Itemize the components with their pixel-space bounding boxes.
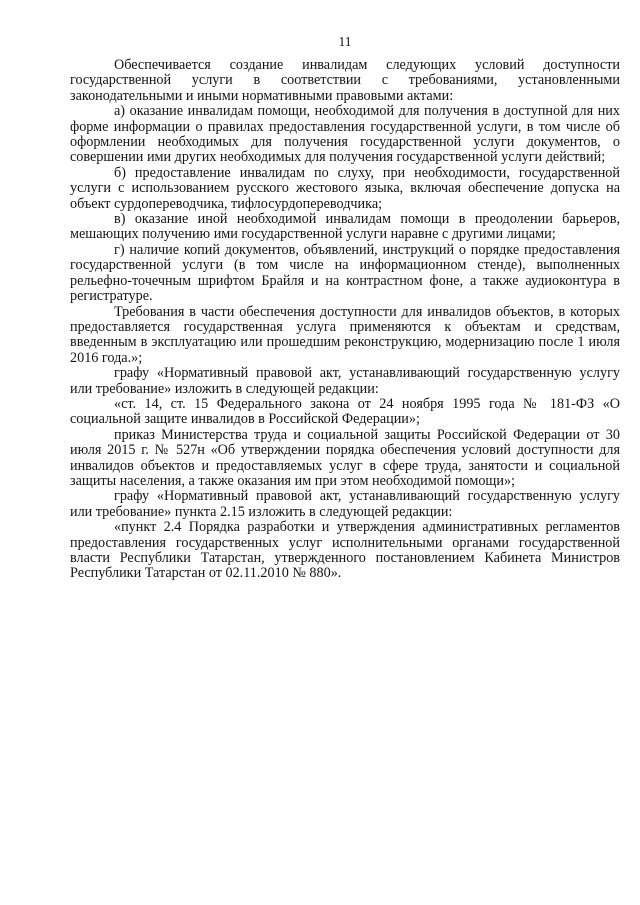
page-number: 11 — [338, 34, 352, 49]
paragraph-requirements: Требования в части обеспечения доступности для инвалидов объектов, в которых предоставляется государственная услуга применяются к объектам и средствам, введенным в эксплуатацию или прошедшим реконструкцию, модернизацию после 1 июля 2016 года.»; — [70, 303, 620, 366]
paragraph-item-a: а) оказание инвалидам помощи, необходимой для получения в доступной для них форме информации о правилах предоставления государственной услуги, в том числе об оформлении необходимых для получения государственной услуги документов, о совершении ими других необходимых для получения государственной услуги действий; — [70, 103, 620, 166]
paragraph-accessibility-intro: Обеспечивается создание инвалидам следующих условий доступности государственной услуги в соответствии с требованиями, установленными законодательными и иными нормативными правовыми актами: — [70, 57, 620, 104]
paragraph-item-b: б) предоставление инвалидам по слуху, при необходимости, государственной услуги с использованием русского жестового языка, включая обеспечение допуска на объект сурдопереводчика, тифлосурдопереводчика; — [70, 164, 620, 212]
document-body — [70, 58, 620, 582]
paragraph-ministry-order: приказ Министерства труда и социальной защиты Российской Федерации от 30 июля 2015 г. № 527н «Об утверждении порядка обеспечения условий доступности для инвалидов объектов и предоставляемых услуг в сфере труда, занятости и социальной защиты населения, а также оказания им при этом необходимой помощи»; — [70, 426, 620, 489]
paragraph-item-v: в) оказание иной необходимой инвалидам помощи в преодолении барьеров, мешающих получению ими государственной услуги наравне с другими лицами; — [70, 211, 620, 243]
paragraph-regulation-reference: «пункт 2.4 Порядка разработки и утверждения административных регламентов предоставления государственных услуг исполнительными органами государственной власти Республики Татарстан, утвержденного постановлением Кабинета Министров Республики Татарстан от 02.11.2010 № 880». — [70, 519, 620, 582]
paragraph-column-edit-1: графу «Нормативный правовой акт, устанавливающий государственную услугу или требование» изложить в следующей редакции: — [70, 365, 620, 397]
paragraph-column-edit-2: графу «Нормативный правовой акт, устанавливающий государственную услугу или требование» пункта 2.15 изложить в следующей редакции: — [70, 488, 620, 520]
paragraph-item-g: г) наличие копий документов, объявлений, инструкций о порядке предоставления государственной услуги (в том числе на информационном стенде), выполненных рельефно-точечным шрифтом Брайля и на контрастном фоне, а также аудиоконтура в регистратуре. — [70, 241, 620, 305]
paragraph-federal-law: «ст. 14, ст. 15 Федерального закона от 24 ноября 1995 года № 181-ФЗ «О социальной защите инвалидов в Российской Федерации»; — [70, 395, 620, 428]
